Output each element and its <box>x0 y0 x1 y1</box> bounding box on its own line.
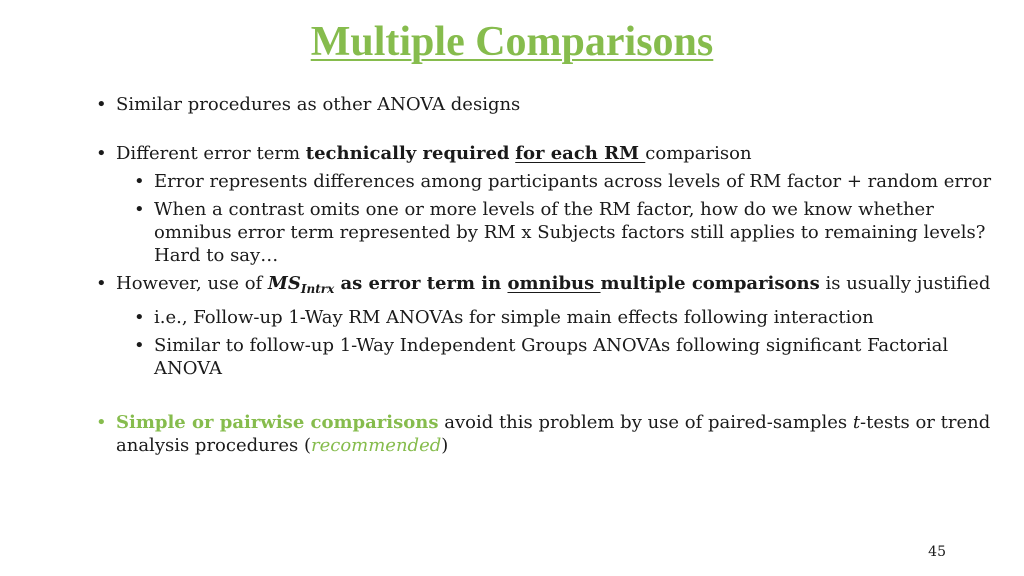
bullet-glyph: • <box>134 171 145 192</box>
bullet-text: Similar to follow-up 1-Way Independent Groups ANOVAs following significant Factorial ANOVA <box>154 335 949 379</box>
bullet-glyph: • <box>134 335 145 356</box>
bullet-glyph: • <box>96 412 107 433</box>
ms-symbol: MS <box>267 273 301 294</box>
bullet-text: When a contrast omits one or more levels of the RM factor, how do we know whether omnibus error term represented by RM x Subjects factors still applies to remaining levels? Hard to say… <box>154 199 986 266</box>
bullet-text: comparison <box>645 143 752 164</box>
bullet-glyph: • <box>96 143 107 164</box>
ms-subscript: Intrx <box>300 282 335 296</box>
green-bold-text: Simple or pairwise comparisons <box>116 412 439 433</box>
slide-title: Multiple Comparisons <box>310 19 714 65</box>
bullet-text: is usually justified <box>819 273 991 294</box>
bullet-glyph: • <box>134 199 145 220</box>
slide-body <box>96 90 996 457</box>
bold-text: as error term in <box>334 273 508 294</box>
bold-text: multiple comparisons <box>600 273 820 294</box>
underlined-bold-text: omnibus <box>507 273 601 294</box>
bullet-text: -tests or trend analysis procedures ( <box>116 412 991 456</box>
sub-bullet-follow-up-independent <box>96 334 996 380</box>
bullet-text: avoid this problem by use of paired-samples <box>438 412 853 433</box>
sub-bullet-follow-up-rm <box>96 306 996 329</box>
page-number: 45 <box>928 544 946 560</box>
sub-bullet-contrast-omits <box>96 198 996 267</box>
bullet-similar-procedures <box>96 93 996 116</box>
underlined-bold-text: for each RM <box>515 143 646 164</box>
bullet-different-error-term <box>96 142 996 165</box>
bullet-glyph: • <box>96 94 107 115</box>
bullet-simple-pairwise <box>96 411 996 457</box>
bullet-ms-intrx <box>96 272 996 301</box>
bullet-text: Different error term <box>116 143 306 164</box>
bold-text: technically required <box>305 143 510 164</box>
green-italic-text: recommended <box>311 435 442 456</box>
sub-bullet-error-represents <box>96 170 996 193</box>
bullet-text: Error represents differences among participants across levels of RM factor + random error <box>154 171 992 192</box>
bullet-glyph: • <box>96 273 107 294</box>
bullet-text: However, use of <box>116 273 268 294</box>
bullet-text: ) <box>441 435 449 456</box>
bullet-text: Similar procedures as other ANOVA designs <box>116 94 521 115</box>
bullet-glyph: • <box>134 307 145 328</box>
bullet-text: i.e., Follow-up 1-Way RM ANOVAs for simple main effects following interaction <box>154 307 874 328</box>
italic-t: t <box>852 412 861 433</box>
